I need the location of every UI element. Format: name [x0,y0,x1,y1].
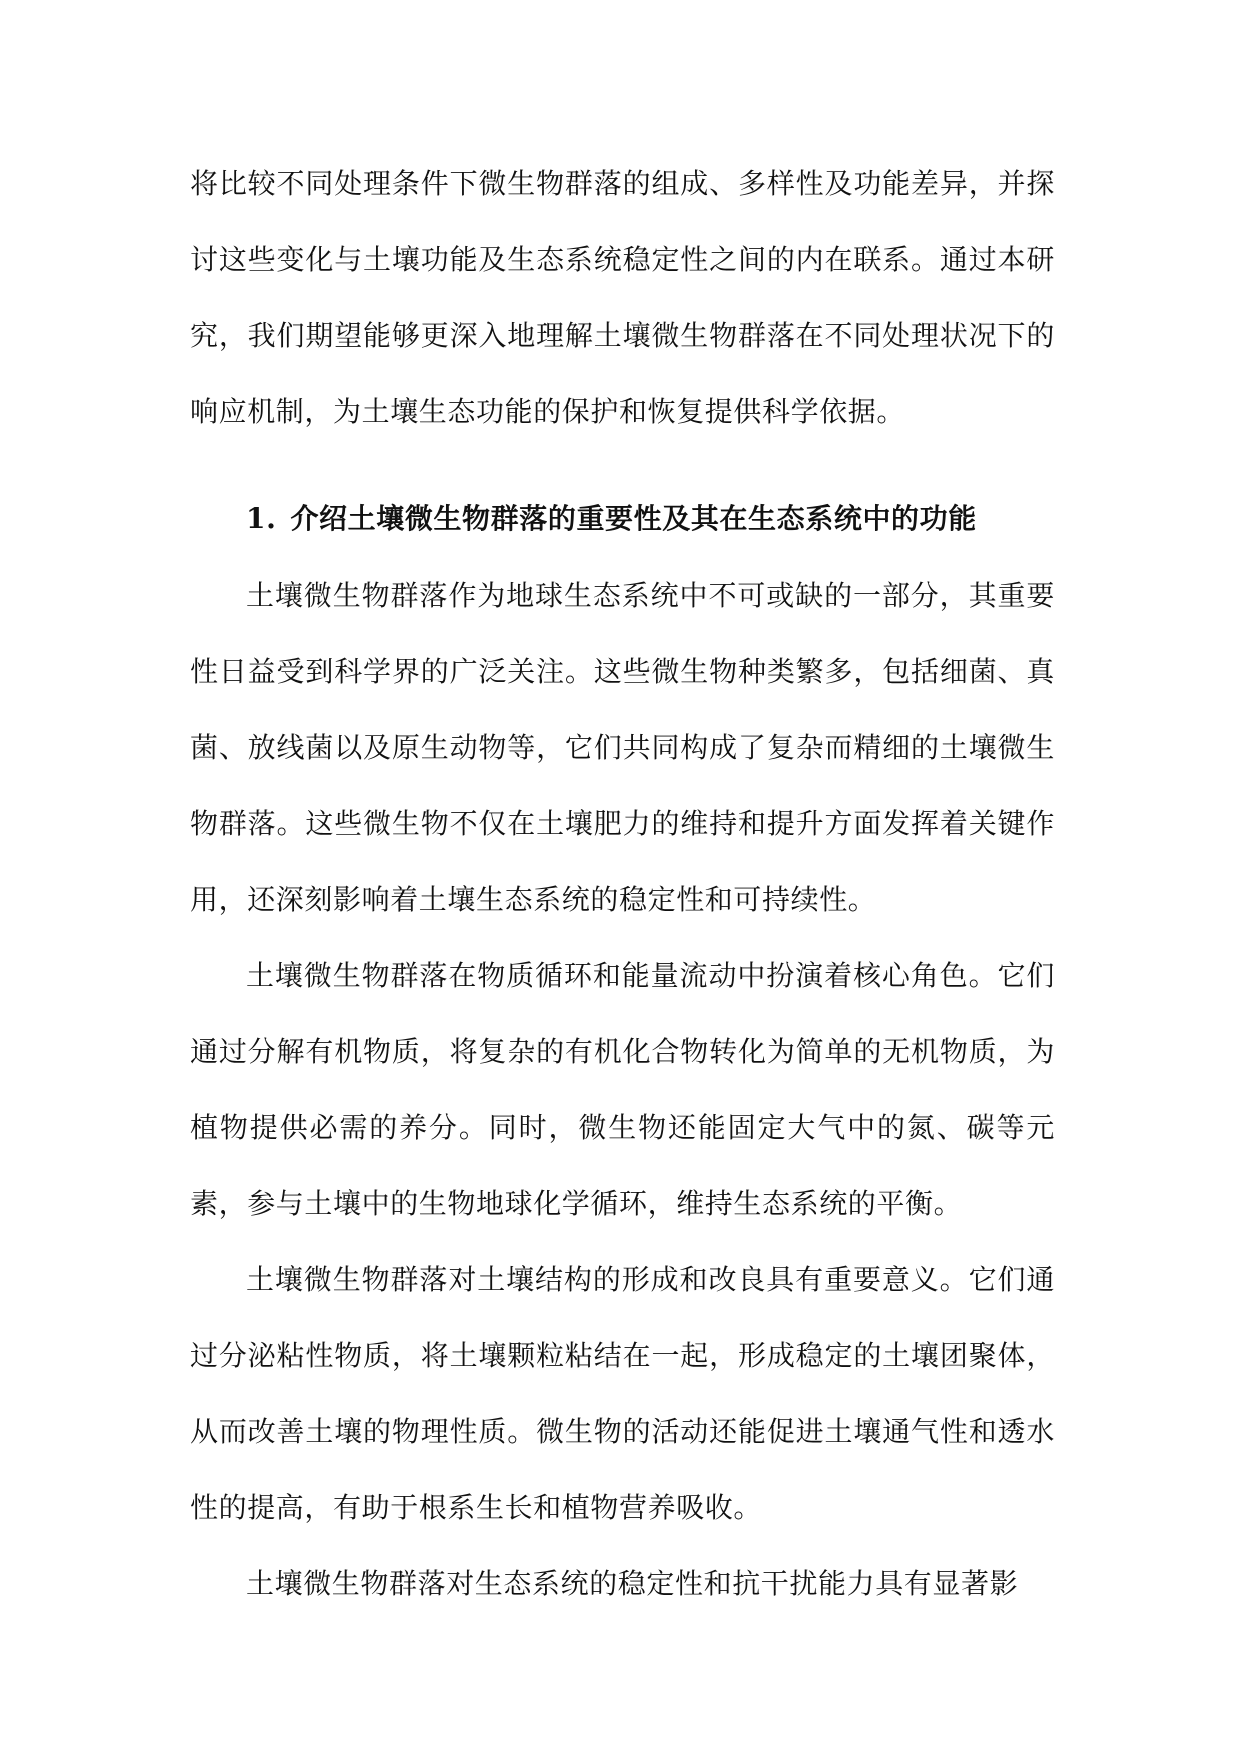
section-heading [190,480,1055,558]
paragraph-stability: 土壤微生物群落对生态系统的稳定性和抗干扰能力具有显著影 [246,1567,1019,1600]
section-number: 1. [246,502,277,535]
document-body [190,146,1055,1622]
paragraph-nutrient-cycling: 土壤微生物群落在物质循环和能量流动中扮演着核心角色。它们通过分解有机物质，将复杂的有机化合物转化为简单的无机物质，为植物提供必需的养分。同时，微生物还能固定大气中的氮、碳等元素，参与土壤中的生物地球化学循环，维持生态系统的平衡。 [190,959,1055,1220]
paragraph-soil-structure: 土壤微生物群落对土壤结构的形成和改良具有重要意义。它们通过分泌粘性物质，将土壤颗粒粘结在一起，形成稳定的土壤团聚体，从而改善土壤的物理性质。微生物的活动还能促进土壤通气性和透水性的提高，有助于根系生长和植物营养吸收。 [190,1263,1055,1524]
paragraph-continued: 将比较不同处理条件下微生物群落的组成、多样性及功能差异，并探讨这些变化与土壤功能及生态系统稳定性之间的内在联系。通过本研究，我们期望能够更深入地理解土壤微生物群落在不同处理状况下的响应机制，为土壤生态功能的保护和恢复提供科学依据。 [190,167,1055,428]
section-title: 介绍土壤微生物群落的重要性及其在生态系统中的功能 [290,502,977,535]
paragraph-importance: 土壤微生物群落作为地球生态系统中不可或缺的一部分，其重要性日益受到科学界的广泛关注。这些微生物种类繁多，包括细菌、真菌、放线菌以及原生动物等，它们共同构成了复杂而精细的土壤微生物群落。这些微生物不仅在土壤肥力的维持和提升方面发挥着关键作用，还深刻影响着土壤生态系统的稳定性和可持续性。 [190,579,1055,916]
